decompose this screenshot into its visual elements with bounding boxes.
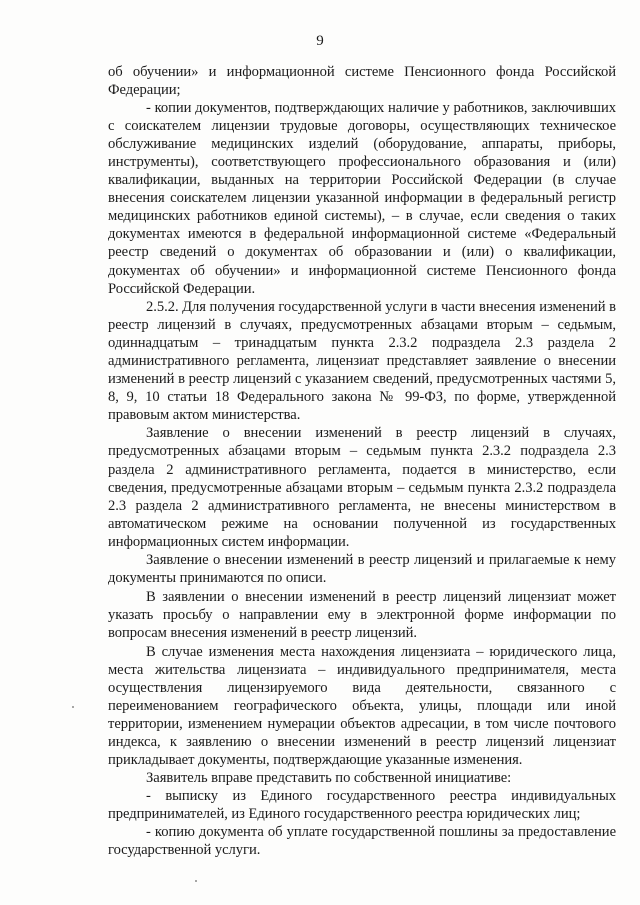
paragraph-applicant-initiative: Заявитель вправе представить по собственной инициативе: xyxy=(146,769,512,786)
paragraph-inventory: Заявление о внесении изменений в реестр лицензий и прилагаемые к нему документы принимаются по описи. xyxy=(108,552,616,587)
paragraph-section-2-5-2: 2.5.2. Для получения государственной услуги в части внесения изменений в реестр лицензий в случаях, предусмотренных абзацами вторым – седьмым, одиннадцатым – тринадцатым пункта 2.3.2 подраздела 2.3 раздела 2 административного регламента, лицензиат представляет заявление о внесении изменений в реестр лицензий с указанием сведений, предусмотренных частями 5, 8, 9, 10 статьи 18 Федерального закона № 99-ФЗ, по форме, утвержденной правовым актом министерства. xyxy=(108,298,616,423)
paragraph-address-change: В случае изменения места нахождения лицензиата – юридического лица, места жительства лицензиата – индивидуального предпринимателя, места осуществления лицензируемого вида деятельности, связанного с переименованием географического объекта, улицы, площади или иной территории, изменением нумерации объектов адресации, в том числе почтового индекса, к заявлению о внесении изменений в реестр лицензий лицензиат прикладывает документы, подтверждающие указанные изменения. xyxy=(108,643,616,768)
paragraph-list-item-registry-extract: - выписку из Единого государственного реестра индивидуальных предпринимателей, из Единого государственного реестра юридических лиц; xyxy=(108,787,616,822)
paragraph-list-item-fee-receipt: - копию документа об уплате государственной пошлины за предоставление государственной услуги. xyxy=(108,823,616,859)
paragraph-application-cases: Заявление о внесении изменений в реестр лицензий в случаях, предусмотренных абзацами вторым – седьмым пункта 2.3.2 подраздела 2.3 раздела 2 административного регламента, подается в министерство, если сведения, предусмотренные абзацами вторым – седьмым пункта 2.3.2 подраздела 2.3 раздела 2 административного регламента, не внесены министерством в автоматическом режиме на основании полученной из государственных информационных систем информации. xyxy=(108,425,616,550)
scan-speck xyxy=(72,706,74,708)
scan-speck xyxy=(195,880,197,882)
paragraph-list-item-employee-documents: - копии документов, подтверждающих наличие у работников, заключивших с соискателем лицензии трудовые договоры, осуществляющих техническое обслуживание медицинских изделий (оборудование, аппараты, приборы, инструменты), соответствующего профессионального образования и (или) квалификации, выданных на территории Российской Федерации (в случае внесения соискателем лицензии указанной информации в федеральный регистр медицинских работников единой системы), – в случае, если сведения о таких документах имеются в федеральной информационной системе «Федеральный реестр сведений о документах об образовании и (или) о квалификации, документах об обучении» и информационной системе Пенсионного фонда Российской Федерации. xyxy=(108,100,616,297)
paragraph-continuation: об обучении» и информационной системе Пенсионного фонда Российской Федерации; xyxy=(108,64,616,99)
paragraph-electronic-request: В заявлении о внесении изменений в реестр лицензий лицензиат может указать просьбу о направлении ему в электронной форме информации по вопросам внесения изменений в реестр лицензий. xyxy=(108,588,616,641)
document-body xyxy=(108,63,616,859)
page-number: 9 xyxy=(316,33,324,49)
